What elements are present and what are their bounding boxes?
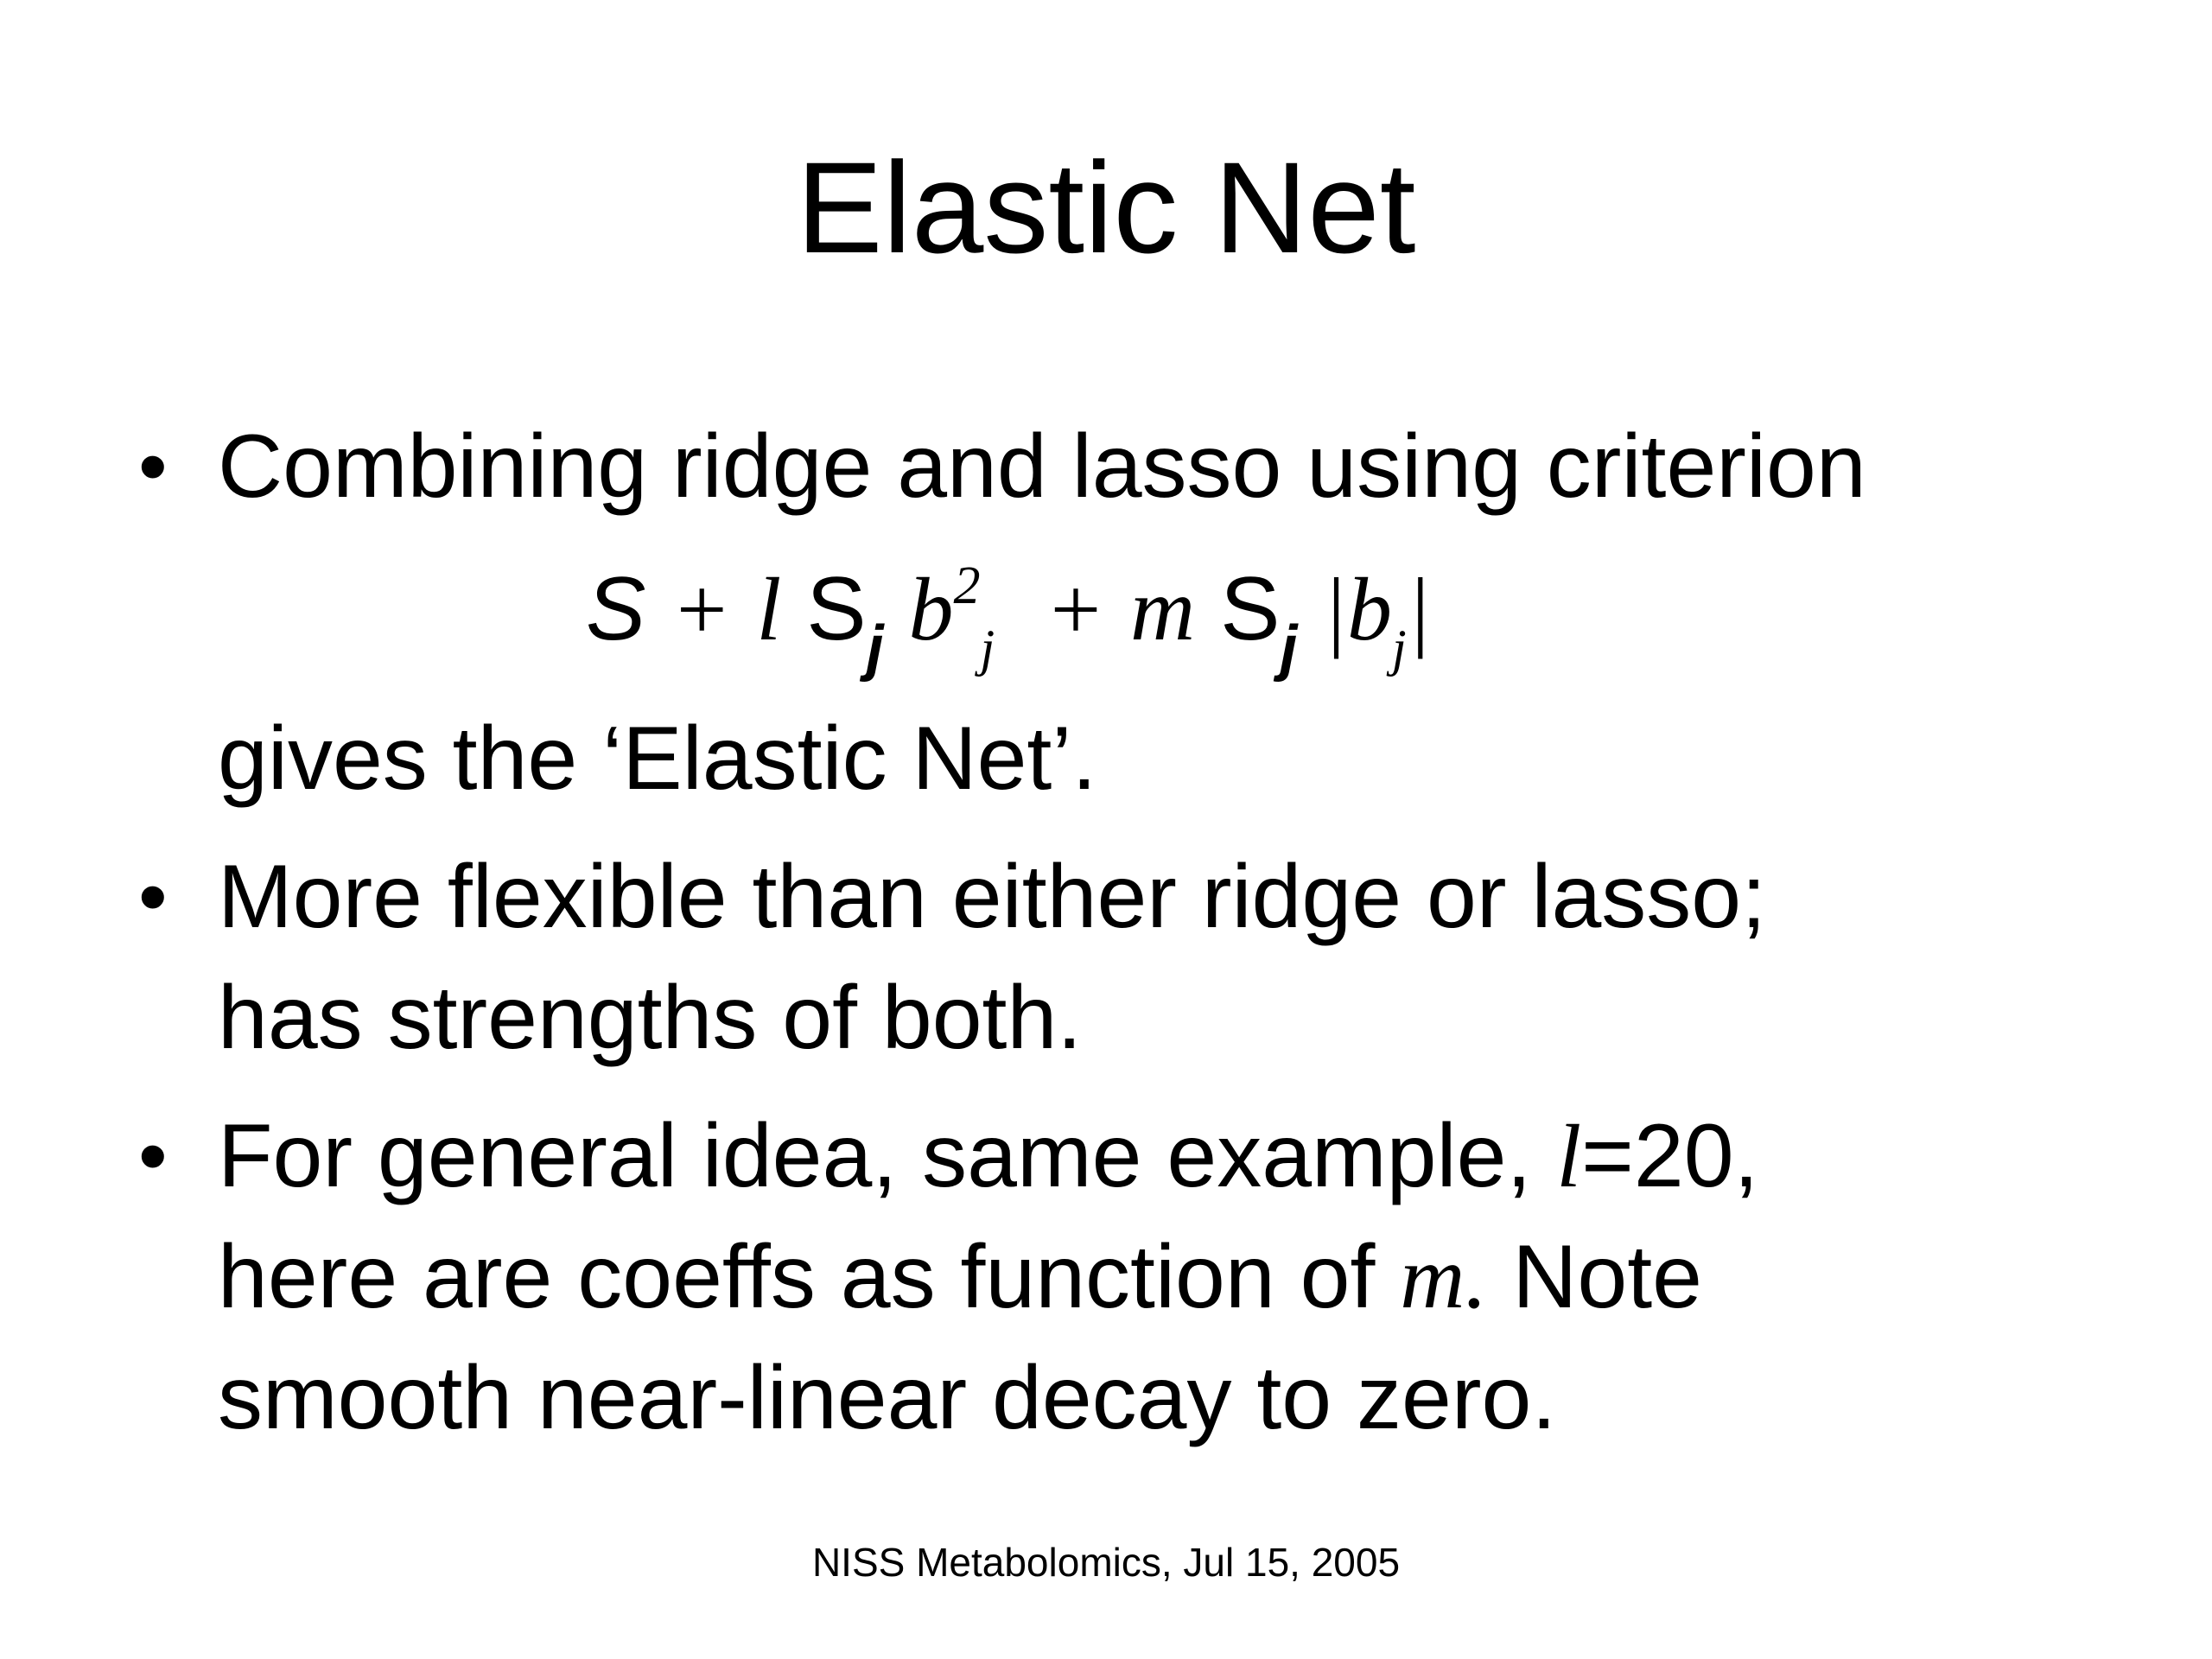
formula-sum-2-subscript: j [1280,613,1298,683]
bullet-1-line-2: gives the ‘Elastic Net’. [218,709,1097,809]
bullet-1-line-1: Combining ridge and lasso using criterion [218,416,1866,517]
formula-beta-1-subscript: j [980,620,995,677]
bullet-2-line-1: More flexible than either ridge or lasso; [218,847,1767,947]
bullet-3-line-2-note: Note [1487,1227,1702,1327]
formula-mu: m [1130,560,1196,659]
formula-beta-2-subscript: j [1391,620,1407,677]
bullet-3-mu-symbol: m. [1400,1228,1488,1327]
bullet-3-line-1-text: For general idea, same example, [218,1106,1557,1206]
formula-lambda: l [756,560,782,659]
formula-plus-2: + [1044,560,1106,659]
slide-footer: NISS Metabolomics, Jul 15, 2005 [811,1540,1401,1585]
formula-sum-1-subscript: j [866,613,884,683]
bullet-3-line-2-text: here are coeffs as function of [218,1227,1401,1327]
formula-abs-open: | [1322,560,1347,659]
formula-beta-1-superscript: 2 [953,556,981,615]
bullet-1-marker: • [138,420,168,512]
formula-sum-2: S [1220,559,1281,659]
bullet-3-line-1 [218,1096,1758,1217]
formula-abs-close: | [1406,560,1432,659]
formula-sum-1: S [806,559,867,659]
bullet-2-marker: • [138,850,168,943]
formula-beta-2: b [1346,560,1392,659]
formula-beta-1: b [908,560,954,659]
slide-title: Elastic Net [796,135,1416,280]
bullet-3-lambda-symbol: l [1556,1107,1582,1206]
bullet-3-line-2 [218,1217,1702,1338]
bullet-3-marker: • [138,1109,168,1202]
formula-plus-1: + [671,560,732,659]
bullet-3-line-3: smooth near-linear decay to zero. [218,1348,1557,1448]
elastic-net-criterion-formula [586,544,1432,683]
bullet-2-line-2: has strengths of both. [218,968,1083,1068]
formula-s: S [586,559,646,659]
bullet-3-line-1-value: =20, [1581,1106,1759,1206]
